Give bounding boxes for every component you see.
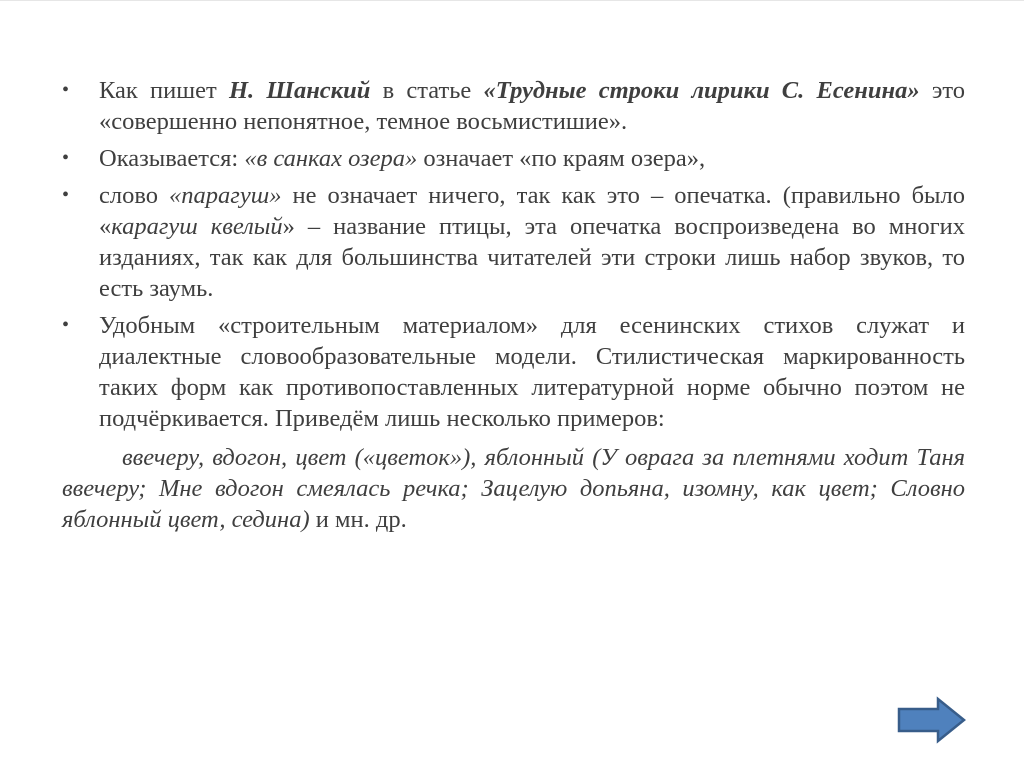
article-title: «Трудные строки лирики С. Есенина»	[483, 77, 920, 104]
item-text: Как пишет	[99, 77, 229, 104]
bullet-marker: •	[62, 147, 70, 169]
item-text: в статье	[370, 77, 484, 104]
bullet-item-3	[62, 180, 965, 304]
bullet-marker: •	[62, 314, 70, 336]
item-text: слово	[99, 182, 170, 209]
quoted-word: «парагуш»	[169, 182, 282, 209]
bullet-item-4	[62, 310, 965, 434]
arrow-right-icon	[896, 696, 968, 744]
examples-paragraph	[62, 442, 965, 535]
item-text: не означает ничего, так как это – опечатка. (правильно было «	[99, 182, 965, 240]
item-text: Удобным «строительным материалом» для есенинских стихов служат и диалектные словообразовательные модели. Стилистическая маркированность таких форм как противопоставленных литературной норме обычно поэтом не подчёркивается. Приведём лишь несколько примеров:	[99, 312, 965, 432]
item-text: Оказывается:	[99, 145, 245, 172]
author-name: Н. Шанский	[228, 77, 371, 104]
slide-content	[62, 75, 965, 535]
next-slide-button[interactable]	[896, 696, 968, 744]
item-text: означает «по краям озера»,	[417, 145, 706, 172]
examples-text: ввечеру, вдогон, цвет («цветок»), яблонный (У оврага за плетнями ходит Таня ввечеру; Мне вдогон смеялась речка; Зацелую допьяна, изомну, как цвет; Словно яблонный цвет, седина)	[62, 444, 965, 533]
bullet-item-1	[62, 75, 965, 137]
item-text: » – название птицы, эта опечатка воспроизведена во многих изданиях, так как для большинства читателей эти строки лишь набор звуков, то есть заумь.	[99, 213, 965, 302]
quoted-phrase: «в санках озера»	[244, 145, 418, 172]
bullet-marker: •	[62, 79, 70, 101]
examples-ending: и мн. др.	[309, 506, 407, 533]
bullet-item-2	[62, 143, 965, 174]
item-text: это «совершенно непонятное, темное восьмистишие».	[99, 77, 965, 135]
correct-phrase: карагуш квелый	[111, 213, 283, 240]
bullet-marker: •	[62, 184, 70, 206]
